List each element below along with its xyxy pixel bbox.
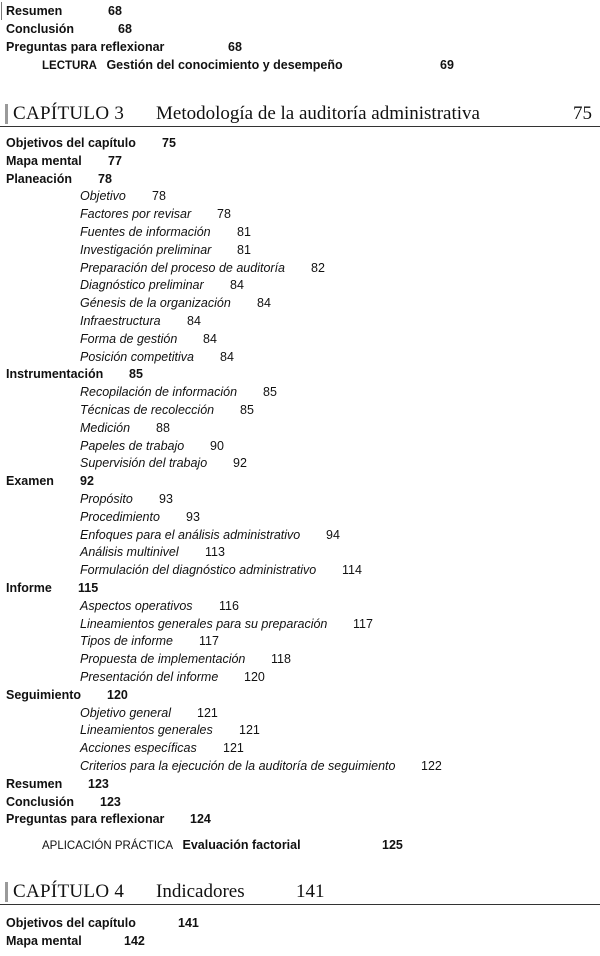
entry-page: 92: [233, 456, 247, 471]
toc-entry: [6, 579, 99, 597]
toc-subentry: [80, 526, 340, 544]
aplicacion-label: APLICACIÓN PRÁCTICA: [42, 840, 173, 852]
toc-subentry: [80, 312, 201, 330]
toc-entry: [6, 775, 109, 793]
toc-entry: [6, 134, 176, 152]
entry-page: 78: [98, 171, 112, 186]
entry-label: Medición: [80, 420, 131, 435]
entry-label: Seguimiento: [6, 687, 82, 702]
toc-entry: [6, 810, 211, 828]
toc-subentry: [80, 650, 291, 668]
entry-label: Objetivo: [80, 189, 126, 204]
entry-page: 123: [88, 776, 109, 791]
entry-page: 142: [124, 934, 145, 948]
toc-entry-preguntas: [6, 38, 242, 56]
entry-page: 85: [240, 403, 254, 417]
entry-label: Objetivos del capítulo: [6, 916, 136, 930]
entry-page: 88: [156, 420, 170, 435]
toc-subentry: [80, 615, 373, 633]
entry-label: Forma de gestión: [80, 331, 178, 346]
toc-entry: [6, 170, 112, 188]
lectura-entry: [42, 56, 454, 74]
toc-subentry: [80, 419, 170, 437]
entry-label: Infraestructura: [80, 314, 161, 328]
entry-page: 120: [107, 687, 128, 702]
entry-label: Mapa mental: [6, 934, 82, 948]
entry-label: Lineamientos generales: [80, 723, 213, 738]
chapter-title: Metodología de la auditoría administrativa: [156, 103, 480, 124]
entry-label: Acciones específicas: [80, 741, 197, 756]
entry-label: Aspectos operativos: [80, 598, 193, 613]
entry-label: Resumen: [6, 776, 63, 791]
toc-subentry: [80, 187, 166, 205]
entry-label: Procedimiento: [80, 509, 160, 524]
entry-page: 118: [271, 652, 291, 667]
entry-label: Génesis de la organización: [80, 296, 231, 311]
entry-page: 121: [239, 723, 260, 738]
entry-page: 82: [311, 260, 325, 275]
toc-entry: [6, 365, 143, 383]
chapter-title: Indicadores: [156, 881, 245, 902]
toc-subentry: [80, 330, 217, 348]
lectura-title: Gestión del conocimiento y desempeño: [106, 58, 343, 72]
entry-label: Papeles de trabajo: [80, 438, 185, 453]
entry-page: 117: [353, 616, 373, 631]
entry-page: 68: [108, 4, 122, 18]
chapter-number: CAPÍTULO 3: [13, 103, 125, 124]
entry-page: 93: [186, 509, 200, 524]
toc-entry: [6, 932, 145, 950]
entry-page: 68: [228, 40, 242, 54]
chapter-4-heading: [0, 880, 600, 905]
toc-entry: [6, 686, 128, 704]
toc-subentry: [80, 348, 234, 366]
chapter-marker-bar: [5, 882, 8, 902]
entry-page: 116: [219, 598, 239, 613]
chapter-3-heading: [0, 102, 600, 127]
entry-page: 84: [187, 314, 201, 328]
chapter-number: CAPÍTULO 4: [13, 881, 125, 902]
toc-subentry: [80, 401, 254, 419]
entry-page: 113: [205, 545, 225, 560]
entry-label: Conclusión: [6, 794, 75, 809]
entry-page: 121: [223, 741, 244, 756]
aplicacion-title: Evaluación factorial: [182, 838, 301, 852]
toc-subentry: [80, 632, 219, 650]
entry-page: 81: [237, 225, 251, 239]
entry-page: 117: [199, 634, 219, 649]
entry-label: Enfoques para el análisis administrativo: [80, 527, 301, 542]
entry-page: 84: [220, 349, 234, 364]
entry-label: Preparación del proceso de auditoría: [80, 260, 285, 275]
entry-page: 122: [421, 759, 442, 773]
toc-subentry: [80, 508, 200, 526]
toc-subentry: [80, 259, 325, 277]
toc-subentry: [80, 543, 225, 561]
toc-entry: [6, 472, 94, 490]
entry-label: Recopilación de información: [80, 385, 238, 400]
toc-entry-conclusion: [6, 20, 132, 38]
toc-subentry: [80, 490, 173, 508]
entry-page: 75: [162, 136, 176, 150]
toc-subentry: [80, 383, 277, 401]
entry-label: Objetivos del capítulo: [6, 136, 136, 150]
margin-rule: [1, 2, 2, 20]
toc-subentry: [80, 294, 271, 312]
chapter-page: 141: [296, 881, 325, 902]
lectura-page: 69: [440, 58, 454, 72]
chapter-page: 75: [573, 103, 592, 124]
toc-subentry: [80, 721, 260, 739]
lectura-label: LECTURA: [42, 60, 97, 72]
entry-label: Preguntas para reflexionar: [6, 40, 165, 54]
entry-label: Propósito: [80, 492, 133, 506]
entry-page: 114: [342, 563, 362, 578]
entry-label: Informe: [6, 581, 52, 595]
entry-page: 78: [152, 189, 166, 204]
toc-subentry: [80, 704, 218, 722]
chapter-marker-bar: [5, 104, 8, 124]
entry-page: 115: [78, 581, 99, 595]
toc-subentry: [80, 437, 224, 455]
entry-page: 123: [100, 794, 121, 809]
toc-subentry: [80, 454, 247, 472]
entry-page: 124: [190, 812, 211, 827]
entry-label: Supervisión del trabajo: [80, 456, 208, 471]
entry-label: Técnicas de recolección: [80, 403, 215, 417]
toc-entry: [6, 793, 121, 811]
entry-label: Planeación: [6, 171, 72, 186]
entry-page: 93: [159, 492, 173, 506]
toc-subentry: [80, 205, 231, 223]
entry-page: 85: [129, 367, 143, 382]
entry-label: Formulación del diagnóstico administrativo: [80, 563, 317, 578]
entry-label: Mapa mental: [6, 153, 82, 168]
entry-label: Fuentes de información: [80, 225, 211, 239]
entry-label: Preguntas para reflexionar: [6, 812, 165, 827]
entry-label: Propuesta de implementación: [80, 652, 246, 667]
entry-label: Conclusión: [6, 22, 75, 36]
entry-label: Diagnóstico preliminar: [80, 278, 204, 293]
toc-subentry: [80, 241, 251, 259]
entry-page: 90: [210, 438, 224, 453]
entry-page: 92: [80, 474, 94, 489]
entry-label: Objetivo general: [80, 705, 172, 720]
entry-label: Examen: [6, 474, 54, 489]
entry-page: 77: [108, 153, 122, 168]
toc-subentry: [80, 276, 244, 294]
entry-page: 81: [237, 242, 251, 257]
entry-label: Investigación preliminar: [80, 242, 212, 257]
entry-page: 141: [178, 916, 199, 930]
toc-subentry: [80, 597, 239, 615]
toc-entry: [6, 152, 122, 170]
entry-page: 84: [203, 331, 217, 346]
aplicacion-page: 125: [382, 838, 403, 852]
entry-label: Lineamientos generales para su preparación: [80, 616, 328, 631]
toc-subentry: [80, 561, 362, 579]
entry-label: Resumen: [6, 4, 63, 18]
entry-page: 84: [230, 278, 244, 293]
entry-label: Tipos de informe: [80, 634, 173, 649]
entry-page: 68: [118, 22, 132, 36]
entry-label: Instrumentación: [6, 367, 104, 382]
entry-page: 84: [257, 296, 271, 311]
entry-label: Análisis multinivel: [80, 545, 179, 560]
entry-label: Posición competitiva: [80, 349, 194, 364]
toc-subentry: [80, 223, 251, 241]
aplicacion-practica-entry: [42, 836, 403, 854]
toc-entry-resumen: [6, 2, 122, 20]
entry-page: 121: [197, 705, 218, 720]
toc-entry: [6, 914, 199, 932]
entry-page: 78: [217, 207, 231, 222]
entry-label: Factores por revisar: [80, 207, 192, 222]
entry-page: 120: [244, 670, 265, 684]
entry-page: 85: [263, 385, 277, 400]
entry-label: Presentación del informe: [80, 670, 219, 684]
entry-page: 94: [326, 527, 340, 542]
toc-subentry: [80, 739, 244, 757]
entry-label: Criterios para la ejecución de la auditoría de seguimiento: [80, 759, 396, 773]
toc-subentry: [80, 668, 265, 686]
toc-subentry: [80, 757, 442, 775]
